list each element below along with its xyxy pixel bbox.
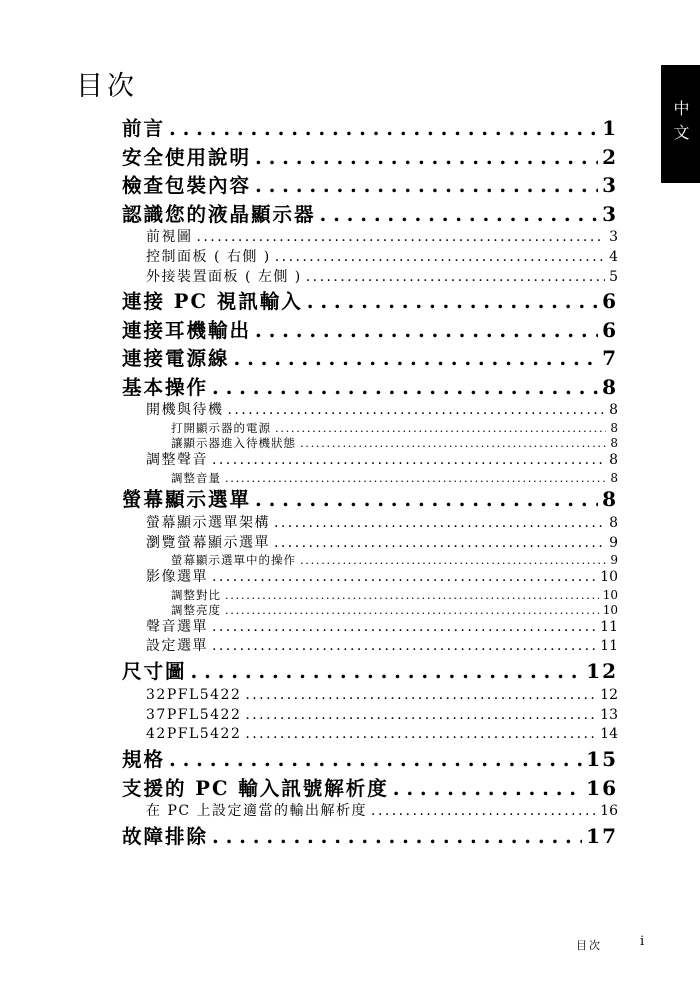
- toc-entry-level-2[interactable]: [122, 534, 618, 554]
- toc-entry-title: 打開顯示器的電源: [171, 421, 271, 436]
- dot-leader: [393, 775, 582, 804]
- dot-leader: [245, 725, 596, 745]
- table-of-contents: [122, 114, 618, 850]
- toc-entry-level-2[interactable]: [122, 268, 618, 288]
- toc-entry-title: 連接電源線: [122, 347, 230, 371]
- toc-entry-page-number: 16: [600, 803, 618, 820]
- toc-entry-page-number: 7: [602, 346, 618, 371]
- dot-leader: [300, 553, 606, 568]
- dot-leader: [245, 706, 596, 726]
- dot-leader: [320, 201, 599, 230]
- dot-leader: [212, 637, 596, 657]
- dot-leader: [225, 603, 599, 618]
- dot-leader: [169, 746, 582, 775]
- toc-entry-title: 控制面板 ( 右側 ): [146, 248, 271, 265]
- dot-leader: [307, 288, 598, 317]
- language-tab: 中文: [661, 65, 700, 183]
- toc-entry-page-number: 8: [609, 514, 618, 531]
- dot-leader: [225, 588, 599, 603]
- toc-entry-page-number: 8: [610, 435, 618, 450]
- toc-entry-level-2[interactable]: [122, 802, 618, 822]
- toc-entry-page-number: 2: [602, 144, 618, 169]
- toc-entry-title: 開機與待機: [146, 402, 224, 419]
- dot-leader: [306, 268, 605, 288]
- toc-entry-title: 認識您的液晶顯示器: [122, 202, 316, 226]
- toc-entry-title: 基本操作: [122, 375, 209, 399]
- toc-entry-title: 在 PC 上設定適當的輸出解析度: [146, 803, 368, 820]
- toc-entry-title: 37PFL5422: [146, 706, 242, 723]
- dot-leader: [191, 658, 583, 687]
- dot-leader: [275, 248, 605, 268]
- toc-entry-title: 32PFL5422: [146, 686, 242, 703]
- dot-leader: [274, 534, 605, 554]
- toc-entry-page-number: 9: [609, 534, 618, 551]
- toc-entry-title: 螢幕顯示選單: [122, 488, 252, 512]
- toc-entry-level-3[interactable]: [122, 421, 618, 436]
- dot-leader: [255, 172, 598, 201]
- toc-entry-title: 規格: [122, 748, 166, 772]
- toc-entry-page-number: 10: [602, 588, 618, 603]
- toc-entry-level-2[interactable]: [122, 725, 618, 745]
- toc-entry-title: 42PFL5422: [146, 726, 242, 743]
- toc-entry-page-number: 9: [610, 553, 618, 568]
- toc-entry-page-number: 1: [602, 116, 618, 140]
- toc-entry-level-2[interactable]: [122, 637, 618, 657]
- toc-entry-level-2[interactable]: [122, 618, 618, 638]
- dot-leader: [212, 451, 605, 471]
- dot-leader: [169, 115, 598, 144]
- toc-entry-level-2[interactable]: [122, 451, 618, 471]
- toc-entry-page-number: 8: [602, 374, 618, 399]
- toc-entry-title: 讓顯示器進入待機狀態: [171, 435, 296, 450]
- footer-section-label: 目次: [576, 939, 602, 952]
- toc-entry-title: 尺寸圖: [122, 660, 187, 684]
- toc-entry-page-number: 13: [600, 706, 618, 723]
- toc-entry-level-2[interactable]: [122, 401, 618, 421]
- toc-entry-title: 聲音選單: [146, 618, 208, 635]
- toc-entry-level-1[interactable]: [122, 344, 618, 373]
- toc-entry-page-number: 6: [602, 317, 618, 342]
- toc-entry-page-number: 6: [602, 289, 618, 314]
- toc-entry-level-3[interactable]: [122, 588, 618, 603]
- dot-leader: [245, 686, 596, 706]
- toc-entry-title: 螢幕顯示選單中的操作: [171, 553, 296, 568]
- toc-entry-level-3[interactable]: [122, 603, 618, 618]
- dot-leader: [300, 436, 606, 451]
- toc-entry-level-1[interactable]: [122, 774, 618, 803]
- dot-leader: [274, 514, 605, 534]
- toc-entry-level-2[interactable]: [122, 514, 618, 534]
- toc-entry-page-number: 15: [586, 747, 618, 772]
- toc-entry-page-number: 11: [600, 638, 618, 655]
- toc-entry-title: 故障排除: [122, 824, 209, 848]
- toc-entry-page-number: 12: [600, 686, 618, 703]
- toc-entry-title: 外接裝置面板 ( 左側 ): [146, 268, 302, 285]
- dot-leader: [228, 401, 606, 421]
- toc-entry-page-number: 8: [609, 402, 618, 419]
- dot-leader: [255, 486, 598, 515]
- toc-entry-page-number: 14: [600, 726, 618, 743]
- toc-entry-page-number: 8: [610, 421, 618, 436]
- toc-entry-level-1[interactable]: [122, 485, 618, 514]
- toc-entry-title: 調整對比: [171, 588, 221, 603]
- dot-leader: [234, 345, 599, 374]
- toc-entry-page-number: 8: [609, 451, 618, 468]
- dot-leader: [197, 228, 606, 248]
- toc-entry-level-3[interactable]: [122, 436, 618, 451]
- toc-entry-level-1[interactable]: [122, 822, 618, 851]
- toc-entry-level-2[interactable]: [122, 248, 618, 268]
- toc-entry-page-number: 8: [610, 470, 618, 485]
- toc-entry-level-3[interactable]: [122, 471, 618, 486]
- dot-leader: [275, 421, 606, 436]
- toc-entry-title: 安全使用說明: [122, 145, 252, 169]
- toc-entry-level-1[interactable]: [122, 373, 618, 402]
- dot-leader: [371, 802, 596, 822]
- toc-entry-level-3[interactable]: [122, 553, 618, 568]
- toc-entry-page-number: 12: [586, 659, 618, 684]
- toc-entry-page-number: 10: [602, 602, 618, 617]
- toc-entry-level-2[interactable]: [122, 706, 618, 726]
- toc-entry-level-1[interactable]: [122, 171, 618, 200]
- toc-entry-page-number: 3: [602, 201, 618, 226]
- footer-page-number: i: [640, 934, 645, 949]
- toc-entry-page-number: 16: [586, 775, 618, 800]
- toc-entry-page-number: 3: [609, 229, 618, 245]
- toc-entry-title: 連接 PC 視訊輸入: [122, 290, 303, 314]
- toc-entry-page-number: 8: [602, 487, 618, 512]
- toc-entry-level-1[interactable]: [122, 143, 618, 172]
- toc-entry-title: 前言: [122, 117, 166, 140]
- toc-entry-level-1[interactable]: [122, 745, 618, 774]
- toc-entry-title: 調整亮度: [171, 602, 221, 617]
- toc-entry-level-2[interactable]: [122, 228, 618, 248]
- toc-entry-title: 瀏覽螢幕顯示選單: [146, 534, 270, 551]
- dot-leader: [212, 618, 596, 638]
- toc-entry-title: 檢查包裝內容: [122, 174, 252, 197]
- toc-entry-level-1[interactable]: [122, 287, 618, 316]
- toc-entry-title: 調整音量: [171, 470, 221, 485]
- toc-entry-title: 支援的 PC 輸入訊號解析度: [122, 776, 389, 800]
- toc-entry-level-2[interactable]: [122, 686, 618, 706]
- page-title: 目次: [76, 71, 138, 102]
- dot-leader: [255, 144, 598, 173]
- toc-entry-page-number: 4: [609, 248, 618, 265]
- toc-entry-level-1[interactable]: [122, 114, 618, 143]
- toc-entry-title: 調整聲音: [146, 451, 208, 468]
- toc-entry-level-1[interactable]: [122, 316, 618, 345]
- toc-entry-level-1[interactable]: [122, 657, 618, 686]
- dot-leader: [212, 823, 582, 852]
- toc-entry-page-number: 11: [600, 618, 618, 635]
- toc-entry-level-1[interactable]: [122, 200, 618, 229]
- toc-entry-title: 連接耳機輸出: [122, 318, 252, 342]
- toc-entry-page-number: 5: [609, 268, 618, 285]
- toc-entry-level-2[interactable]: [122, 568, 618, 588]
- toc-entry-title: 螢幕顯示選單架構: [146, 514, 270, 531]
- toc-entry-title: 前視圖: [146, 229, 193, 245]
- toc-entry-page-number: 17: [586, 823, 618, 848]
- toc-entry-page-number: 10: [600, 569, 618, 586]
- dot-leader: [225, 471, 606, 486]
- toc-entry-title: 設定選單: [146, 638, 208, 655]
- toc-entry-page-number: 3: [602, 173, 618, 197]
- dot-leader: [212, 374, 598, 403]
- dot-leader: [255, 317, 598, 346]
- toc-entry-title: 影像選單: [146, 569, 208, 586]
- dot-leader: [212, 568, 596, 588]
